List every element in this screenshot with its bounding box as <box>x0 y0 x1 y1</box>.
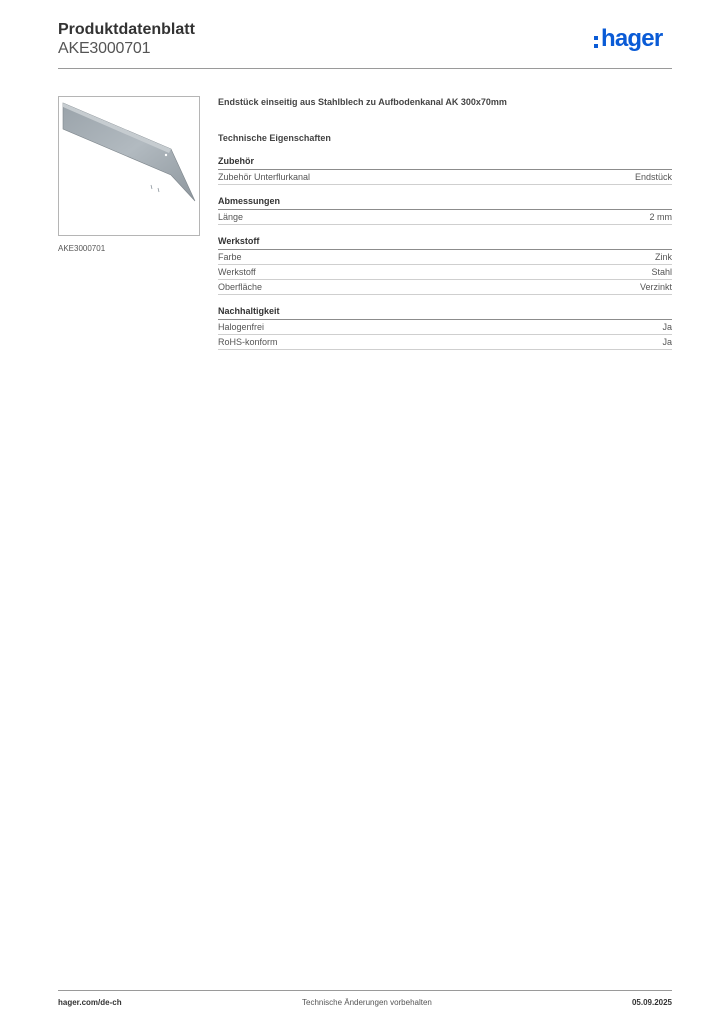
row-label: Oberfläche <box>218 282 263 292</box>
image-caption: AKE3000701 <box>58 244 106 253</box>
group-accessories <box>218 155 672 185</box>
group-title: Zubehör <box>218 155 672 170</box>
page-title: Produktdatenblatt <box>58 21 195 38</box>
group-dimensions <box>218 195 672 225</box>
logo-text: hager <box>601 25 663 52</box>
table-row <box>218 320 672 335</box>
row-label: Zubehör Unterflurkanal <box>218 172 311 182</box>
group-title: Nachhaltigkeit <box>218 305 672 320</box>
product-code: AKE3000701 <box>58 40 151 57</box>
table-row <box>218 170 672 185</box>
logo-colon-icon <box>594 26 598 56</box>
table-row <box>218 210 672 225</box>
row-value: Stahl <box>651 267 672 277</box>
group-title: Abmessungen <box>218 195 672 210</box>
table-row <box>218 280 672 295</box>
footer-divider <box>58 990 672 991</box>
table-row <box>218 250 672 265</box>
row-value: Ja <box>662 337 672 347</box>
footer-date: 05.09.2025 <box>631 998 672 1007</box>
row-value: Verzinkt <box>639 282 672 292</box>
hager-logo <box>594 26 662 56</box>
group-material <box>218 235 672 295</box>
steel-end-piece-illustration <box>59 97 199 235</box>
header-divider <box>58 68 672 69</box>
product-description: Endstück einseitig aus Stahlblech zu Aufbodenkanal AK 300x70mm <box>218 97 507 107</box>
row-value: Ja <box>662 322 672 332</box>
row-value: Zink <box>654 252 672 262</box>
row-label: Länge <box>218 212 244 222</box>
technical-properties-heading: Technische Eigenschaften <box>218 133 331 143</box>
row-value: Endstück <box>634 172 672 182</box>
row-label: Werkstoff <box>218 267 256 277</box>
group-title: Werkstoff <box>218 235 672 250</box>
footer-disclaimer: Technische Änderungen vorbehalten <box>302 998 432 1007</box>
row-label: Farbe <box>218 252 242 262</box>
table-row <box>218 335 672 350</box>
row-label: RoHS-konform <box>218 337 278 347</box>
row-value: 2 mm <box>649 212 672 222</box>
footer-website: hager.com/de-ch <box>58 998 122 1007</box>
group-sustainability <box>218 305 672 350</box>
table-row <box>218 265 672 280</box>
row-label: Halogenfrei <box>218 322 265 332</box>
product-details <box>218 96 672 350</box>
product-image <box>58 96 200 236</box>
